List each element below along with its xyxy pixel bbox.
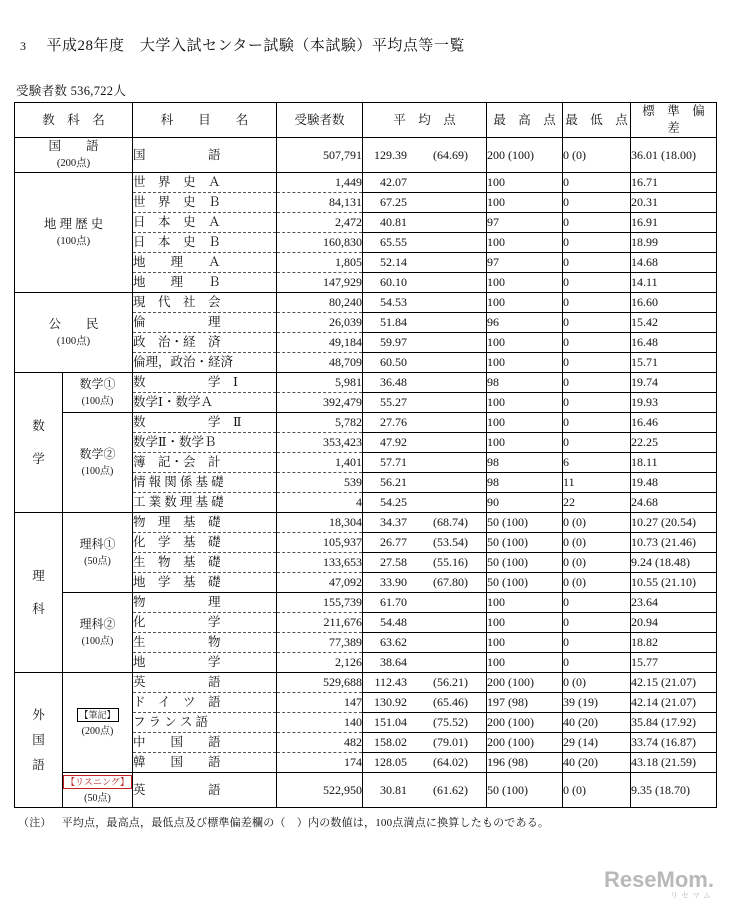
average-value: 56.21 [363,473,487,493]
average-value: 51.84 [363,313,487,333]
min-value: 40 (20) [563,753,631,773]
subgroup-points: (50点) [84,555,111,567]
watermark-brand: ReseMom. [603,867,714,892]
average-value: 61.70 [363,593,487,613]
max-value: 100 [487,193,563,213]
subgroup-label-listening [63,773,133,808]
max-value: 50 (100) [487,573,563,593]
min-value: 0 [563,173,631,193]
average-value: 52.14 [363,253,487,273]
sd-value: 15.77 [631,653,717,673]
max-value: 100 [487,393,563,413]
sd-value: 20.31 [631,193,717,213]
subject-name: ド イ ツ 語 [133,693,277,713]
sd-value: 23.64 [631,593,717,613]
average-value: 33.90 (67.80) [363,573,487,593]
max-value: 96 [487,313,563,333]
group-name-vertical: 数 学 [32,419,45,466]
table-row [15,673,717,693]
max-value: 50 (100) [487,533,563,553]
count-value: 507,791 [277,138,363,173]
subgroup-label-hikki [63,673,133,773]
max-value: 100 [487,613,563,633]
sd-value: 24.68 [631,493,717,513]
max-value: 97 [487,213,563,233]
subject-name: 地 理 Ａ [133,253,277,273]
min-value: 0 (0) [563,673,631,693]
table-row [15,293,717,313]
subject-name: 数学Ⅰ・数学Ａ [133,393,277,413]
subject-name: 英 語 [133,773,277,808]
average-value: 55.27 [363,393,487,413]
average-value: 158.02 (79.01) [363,733,487,753]
subgroup-name: 数学② [79,446,116,461]
average-value: 42.07 [363,173,487,193]
table-row [15,773,717,808]
table-row [15,373,717,393]
average-value: 63.62 [363,633,487,653]
average-value: 40.81 [363,213,487,233]
min-value: 0 [563,373,631,393]
subgroup-label-rika2 [63,593,133,673]
subgroup-label-sugaku2 [63,413,133,513]
sd-value: 19.48 [631,473,717,493]
average-value: 60.50 [363,353,487,373]
watermark [604,867,714,901]
average-value: 27.58 (55.16) [363,553,487,573]
max-value: 100 [487,273,563,293]
subject-name: 地 学 基 礎 [133,573,277,593]
subject-name: 化 学 [133,613,277,633]
count-value: 48,709 [277,353,363,373]
min-value: 0 [563,633,631,653]
count-value: 47,092 [277,573,363,593]
average-value: 129.39 (64.69) [363,138,487,173]
average-value: 54.53 [363,293,487,313]
subgroup-points: (50点) [84,793,111,804]
count-value: 1,401 [277,453,363,473]
max-value: 98 [487,473,563,493]
min-value: 0 [563,253,631,273]
subject-name: 物 理 [133,593,277,613]
count-value: 482 [277,733,363,753]
min-value: 0 (0) [563,513,631,533]
subgroup-name: 【筆記】 [77,708,119,722]
subgroup-points: (200点) [81,725,114,737]
average-value: 26.77 (53.54) [363,533,487,553]
max-value: 100 [487,333,563,353]
group-label-komin [15,293,133,373]
group-points: (100点) [56,235,91,247]
subject-name: 世 界 史 Ａ [133,173,277,193]
count-value: 392,479 [277,393,363,413]
max-value: 200 (100) [487,673,563,693]
subject-name: 英 語 [133,673,277,693]
min-value: 0 [563,413,631,433]
sd-value: 20.94 [631,613,717,633]
table-row [15,173,717,193]
subgroup-points: (100点) [81,395,114,407]
max-value: 50 (100) [487,513,563,533]
group-name: 国 語 [48,139,99,153]
min-value: 22 [563,493,631,513]
average-value: 34.37 (68.74) [363,513,487,533]
count-value: 4 [277,493,363,513]
count-value: 1,449 [277,173,363,193]
footnote [18,814,716,830]
subgroup-name: 【リスニング】 [63,775,132,789]
group-name-vertical: 理 科 [32,569,45,616]
subject-name: 現 代 社 会 [133,293,277,313]
sd-value: 14.68 [631,253,717,273]
subject-name: 地 学 [133,653,277,673]
count-value: 105,937 [277,533,363,553]
min-value: 0 [563,233,631,253]
min-value: 0 [563,313,631,333]
average-value: 151.04 (75.52) [363,713,487,733]
max-value: 200 (100) [487,138,563,173]
group-label-kokugo [15,138,133,173]
group-label-chirirekishi [15,173,133,293]
group-points: (200点) [56,158,91,169]
average-value: 67.25 [363,193,487,213]
subject-name: 数 学 Ⅱ [133,413,277,433]
min-value: 0 [563,273,631,293]
count-value: 529,688 [277,673,363,693]
subject-name: 情 報 関 係 基 礎 [133,473,277,493]
max-value: 50 (100) [487,773,563,808]
sd-value: 35.84 (17.92) [631,713,717,733]
average-value: 59.97 [363,333,487,353]
count-value: 84,131 [277,193,363,213]
subject-name: 生 物 [133,633,277,653]
header-average: 平 均 点 [363,103,487,138]
sd-value: 42.15 (21.07) [631,673,717,693]
subject-name: 倫理，政治・経済 [133,353,277,373]
min-value: 0 [563,333,631,353]
average-value: 47.92 [363,433,487,453]
title-number: 3 [20,39,27,53]
subgroup-points: (100点) [81,635,114,647]
max-value: 50 (100) [487,553,563,573]
average-value: 60.10 [363,273,487,293]
min-value: 0 (0) [563,533,631,553]
average-value: 128.05 (64.02) [363,753,487,773]
average-value: 36.48 [363,373,487,393]
sd-value: 16.48 [631,333,717,353]
subgroup-points: (100点) [81,465,114,477]
sd-value: 10.27 (20.54) [631,513,717,533]
header-max: 最 高 点 [487,103,563,138]
sd-value: 18.82 [631,633,717,653]
subject-name: 簿 記・会 計 [133,453,277,473]
sd-value: 9.24 (18.48) [631,553,717,573]
page-title [20,34,716,55]
count-value: 1,805 [277,253,363,273]
header-subject-group: 教 科 名 [15,103,133,138]
average-value: 130.92 (65.46) [363,693,487,713]
min-value: 0 (0) [563,553,631,573]
sd-value: 18.99 [631,233,717,253]
sd-value: 43.18 (21.59) [631,753,717,773]
count-value: 539 [277,473,363,493]
group-name-vertical: 外 国 語 [32,707,45,772]
sd-value: 16.60 [631,293,717,313]
count-value: 80,240 [277,293,363,313]
subject-name: 数学Ⅱ・数学Ｂ [133,433,277,453]
min-value: 0 [563,653,631,673]
average-value: 54.48 [363,613,487,633]
max-value: 200 (100) [487,733,563,753]
header-subject-name: 科 目 名 [133,103,277,138]
max-value: 100 [487,593,563,613]
count-value: 49,184 [277,333,363,353]
min-value: 0 [563,353,631,373]
min-value: 0 [563,293,631,313]
subject-name: 工 業 数 理 基 礎 [133,493,277,513]
count-value: 211,676 [277,613,363,633]
sd-value: 22.25 [631,433,717,453]
subject-name: 日 本 史 Ａ [133,213,277,233]
table-row [15,138,717,173]
count-value: 147,929 [277,273,363,293]
sd-value: 16.91 [631,213,717,233]
group-label-sugaku [15,373,63,513]
subject-name: 化 学 基 礎 [133,533,277,553]
subject-name: 世 界 史 Ｂ [133,193,277,213]
max-value: 100 [487,293,563,313]
count-value: 77,389 [277,633,363,653]
count-value: 2,126 [277,653,363,673]
max-value: 196 (98) [487,753,563,773]
group-label-rika [15,513,63,673]
min-value: 0 (0) [563,138,631,173]
sd-value: 19.93 [631,393,717,413]
subject-name: 地 理 Ｂ [133,273,277,293]
max-value: 100 [487,413,563,433]
max-value: 100 [487,173,563,193]
subject-name: 国 語 [133,138,277,173]
max-value: 100 [487,633,563,653]
sd-value: 9.35 (18.70) [631,773,717,808]
min-value: 0 [563,433,631,453]
header-count: 受験者数 [277,103,363,138]
subgroup-label-rika1 [63,513,133,593]
sd-value: 42.14 (21.07) [631,693,717,713]
subject-name: 日 本 史 Ｂ [133,233,277,253]
count-value: 26,039 [277,313,363,333]
exam-count-line: 受験者数 536,722人 [16,84,127,98]
subgroup-name: 理科① [79,536,116,551]
min-value: 0 [563,393,631,413]
min-value: 0 [563,213,631,233]
count-value: 174 [277,753,363,773]
average-score-table [14,102,717,808]
header-min: 最 低 点 [563,103,631,138]
average-value: 27.76 [363,413,487,433]
watermark-sub: リセマム [670,891,714,900]
sd-value: 16.71 [631,173,717,193]
max-value: 98 [487,373,563,393]
max-value: 100 [487,353,563,373]
average-value: 65.55 [363,233,487,253]
subject-name: 数 学 Ⅰ [133,373,277,393]
min-value: 11 [563,473,631,493]
group-name: 公 民 [48,316,99,331]
count-value: 155,739 [277,593,363,613]
sd-value: 36.01 (18.00) [631,138,717,173]
min-value: 29 (14) [563,733,631,753]
sd-value: 18.11 [631,453,717,473]
table-row [15,513,717,533]
average-value: 112.43 (56.21) [363,673,487,693]
table-header-row [15,103,717,138]
sd-value: 15.71 [631,353,717,373]
sd-value: 16.46 [631,413,717,433]
min-value: 0 [563,593,631,613]
min-value: 0 [563,613,631,633]
count-value: 133,653 [277,553,363,573]
max-value: 97 [487,253,563,273]
max-value: 90 [487,493,563,513]
sd-value: 10.73 (21.46) [631,533,717,553]
average-value: 54.25 [363,493,487,513]
sd-value: 10.55 (21.10) [631,573,717,593]
max-value: 98 [487,453,563,473]
count-value: 5,981 [277,373,363,393]
min-value: 6 [563,453,631,473]
subject-name: 倫 理 [133,313,277,333]
min-value: 0 (0) [563,573,631,593]
table-row [15,593,717,613]
count-value: 5,782 [277,413,363,433]
group-points: (100点) [56,335,91,347]
subject-name: 物 理 基 礎 [133,513,277,533]
subject-name: 生 物 基 礎 [133,553,277,573]
subgroup-label-sugaku1 [63,373,133,413]
max-value: 200 (100) [487,713,563,733]
subgroup-name: 理科② [79,616,116,631]
average-value: 30.81 (61.62) [363,773,487,808]
max-value: 197 (98) [487,693,563,713]
max-value: 100 [487,233,563,253]
count-value: 2,472 [277,213,363,233]
count-value: 522,950 [277,773,363,808]
subject-name: 政 治・経 済 [133,333,277,353]
subject-name: フ ラ ン ス 語 [133,713,277,733]
min-value: 0 (0) [563,773,631,808]
title-text: 平成28年度 大学入試センター試験（本試験）平均点等一覧 [46,38,465,54]
average-value: 38.64 [363,653,487,673]
subject-name: 韓 国 語 [133,753,277,773]
group-name: 地 理 歴 史 [43,216,104,231]
count-value: 353,423 [277,433,363,453]
max-value: 100 [487,653,563,673]
count-value: 18,304 [277,513,363,533]
group-label-gaikokugo [15,673,63,808]
count-value: 140 [277,713,363,733]
sd-value: 19.74 [631,373,717,393]
min-value: 40 (20) [563,713,631,733]
header-sd: 標 準 偏 差 [631,103,717,138]
table-row [15,413,717,433]
sd-value: 33.74 (16.87) [631,733,717,753]
footnote-text: 平均点，最高点，最低点及び標準偏差欄の（ ）内の数値は，100点満点に換算したものである。 [61,817,550,829]
subject-name: 中 国 語 [133,733,277,753]
document-page [0,34,730,911]
max-value: 100 [487,433,563,453]
min-value: 39 (19) [563,693,631,713]
subgroup-name: 数学① [79,376,116,391]
count-value: 160,830 [277,233,363,253]
sd-value: 14.11 [631,273,717,293]
footnote-label: （注） [18,817,52,829]
sd-value: 15.42 [631,313,717,333]
min-value: 0 [563,193,631,213]
count-value: 147 [277,693,363,713]
average-value: 57.71 [363,453,487,473]
